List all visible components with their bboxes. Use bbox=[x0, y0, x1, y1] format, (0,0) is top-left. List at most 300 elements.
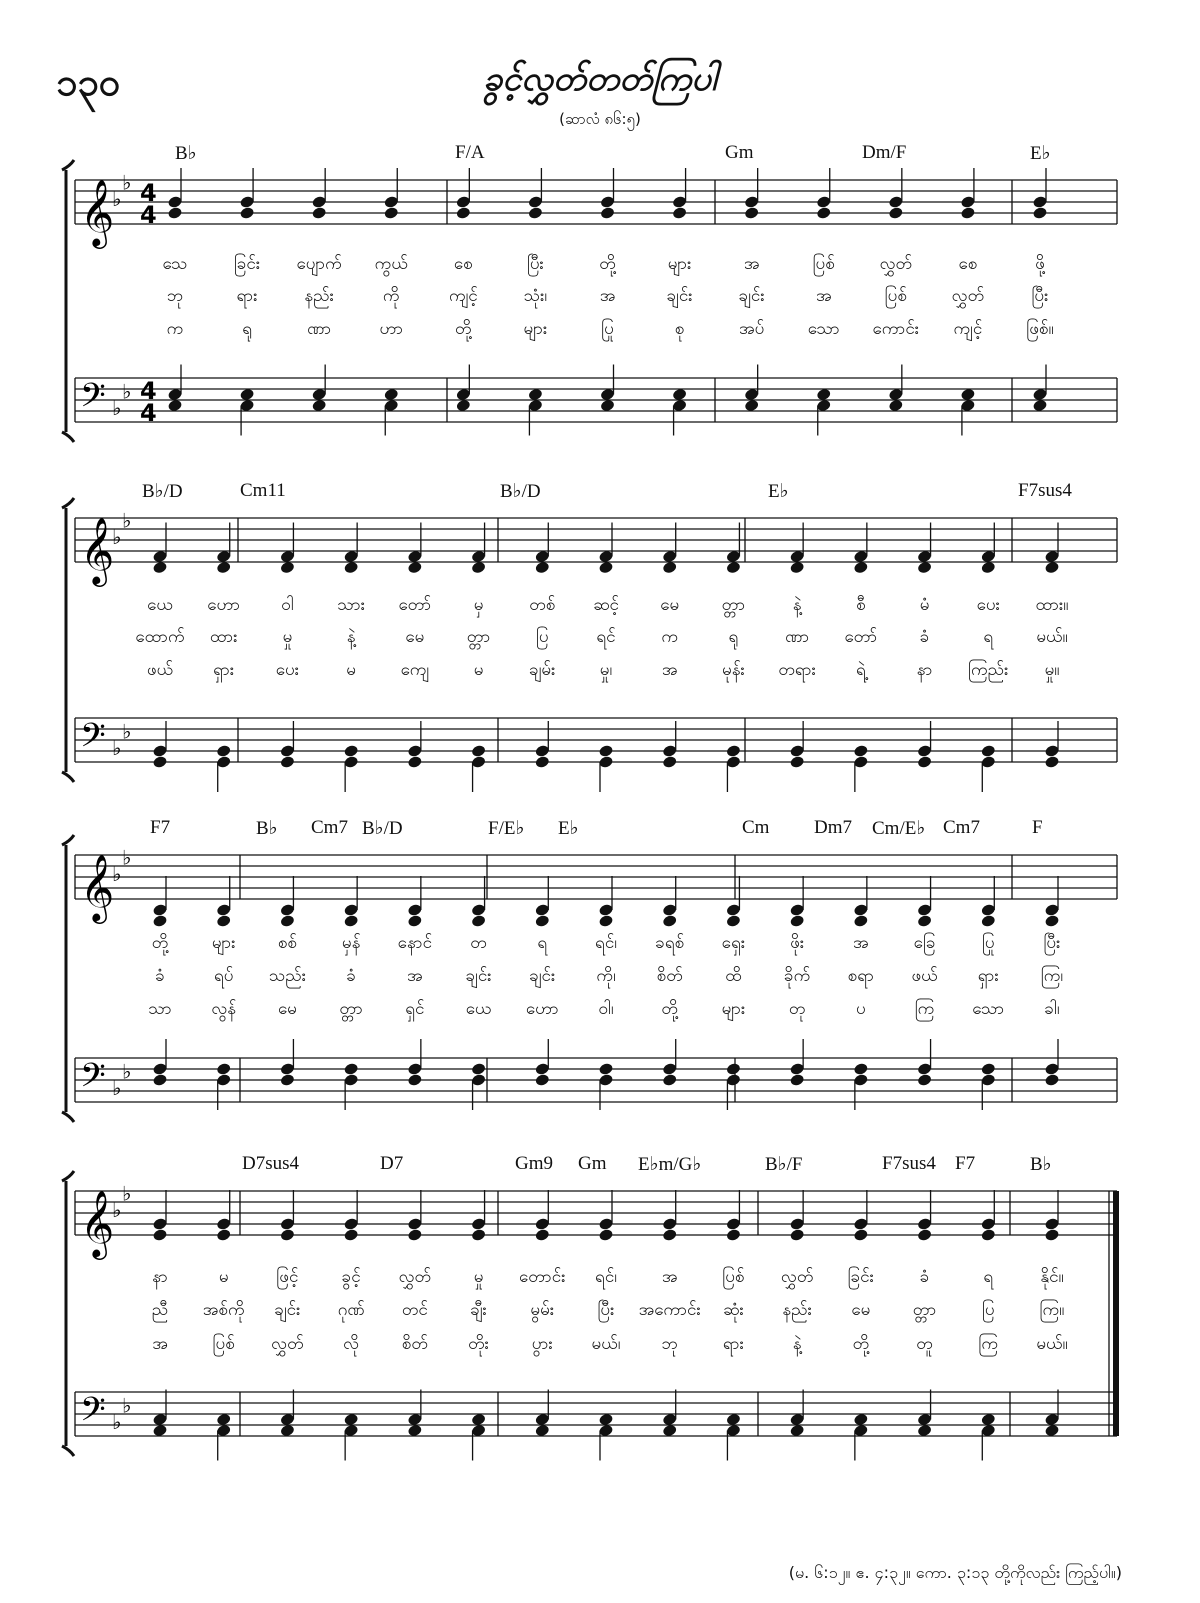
note-head bbox=[534, 1424, 550, 1438]
bass-clef-icon: 𝄢 bbox=[80, 717, 106, 763]
note-head bbox=[152, 561, 168, 575]
lyric-verse-2: ပြီး bbox=[1031, 286, 1049, 306]
note-head bbox=[917, 755, 933, 769]
scripture-reference: (ဆာလံ ၈၆:၅) bbox=[559, 110, 641, 128]
chord-symbol: B♭ bbox=[1030, 1154, 1052, 1175]
lyric-verse-3: အ bbox=[661, 660, 678, 680]
chord-symbol: E♭ bbox=[1030, 143, 1051, 164]
note-head bbox=[216, 561, 232, 575]
note-head bbox=[789, 914, 805, 928]
lyric-verse-1: နာ bbox=[152, 1267, 168, 1287]
note-head bbox=[456, 206, 472, 220]
note-head bbox=[960, 206, 976, 220]
lyric-verse-1: ထား။ bbox=[1035, 595, 1069, 615]
lyric-verse-3: များ bbox=[523, 319, 548, 339]
lyric-verse-3: လို bbox=[343, 1334, 360, 1354]
lyric-verse-1: ပြစ် bbox=[722, 1267, 745, 1287]
note-head bbox=[598, 1062, 614, 1076]
lyric-verse-3: တို့ bbox=[455, 319, 472, 339]
lyric-verse-1: ရှေး bbox=[721, 933, 746, 953]
system-bracket bbox=[62, 835, 74, 1122]
note-head bbox=[343, 914, 359, 928]
note-head bbox=[980, 1228, 996, 1242]
lyric-verse-3: တရား bbox=[778, 660, 816, 680]
lyric-verse-3: ခါ၊ bbox=[1044, 999, 1060, 1019]
bass-clef-icon: 𝄢 bbox=[80, 377, 106, 423]
lyric-verse-2: ရပ် bbox=[213, 966, 234, 986]
lyric-verse-2: ပြစ် bbox=[884, 286, 907, 306]
flat-icon: ♭ bbox=[122, 845, 132, 870]
lyric-verse-2: သုံး၊ bbox=[523, 286, 548, 306]
lyric-verse-1: ပြီး bbox=[1043, 933, 1061, 953]
lyric-verse-2: အ bbox=[407, 966, 423, 986]
chord-symbol: F7 bbox=[955, 1153, 976, 1174]
note-head bbox=[980, 744, 996, 758]
note-head bbox=[407, 1073, 423, 1087]
note-head bbox=[152, 914, 168, 928]
lyric-verse-1: ခရစ် bbox=[655, 933, 685, 953]
lyric-verse-2: နည်း bbox=[782, 1300, 812, 1320]
note-head bbox=[280, 561, 296, 575]
lyric-verse-1: လွှတ် bbox=[398, 1267, 432, 1287]
note-head bbox=[960, 388, 976, 402]
lyric-verse-1: ခြေ bbox=[913, 933, 936, 953]
note-head bbox=[662, 1073, 678, 1087]
lyric-verse-2: ခိုက် bbox=[784, 966, 811, 986]
note-head bbox=[216, 1062, 232, 1076]
lyric-verse-1: တို့ bbox=[599, 254, 616, 274]
lyric-verse-2: ခံ bbox=[346, 966, 356, 986]
note-head bbox=[167, 206, 183, 220]
lyric-verse-1: ယေ bbox=[147, 595, 173, 615]
lyric-verse-3: ပွား bbox=[531, 1334, 553, 1354]
lyric-verse-2: ရု bbox=[728, 627, 739, 647]
flat-icon: ♭ bbox=[122, 1393, 132, 1418]
lyric-verse-1: ဝါ bbox=[281, 595, 294, 615]
lyric-verse-3: သော bbox=[972, 999, 1005, 1019]
note-head bbox=[528, 206, 544, 220]
lyric-verse-2: ခံ bbox=[155, 966, 165, 986]
lyric-verse-2: ဂုဏ် bbox=[337, 1300, 365, 1320]
lyric-verse-2: ကို bbox=[382, 286, 400, 306]
note-head bbox=[456, 399, 472, 413]
lyric-verse-2: ချင်း bbox=[529, 966, 556, 986]
lyric-verse-1: အ bbox=[661, 1267, 678, 1287]
time-signature-bottom: 4 bbox=[140, 201, 157, 229]
note-head bbox=[407, 914, 423, 928]
chord-symbol: Cm7 bbox=[943, 817, 980, 838]
lyric-verse-3: တု bbox=[788, 999, 806, 1019]
note-head bbox=[528, 388, 544, 402]
note-head bbox=[662, 561, 678, 575]
lyric-verse-3: စိတ် bbox=[401, 1334, 428, 1354]
note-head bbox=[1044, 914, 1060, 928]
chord-symbol: B♭ bbox=[256, 818, 278, 839]
lyric-verse-2: ထောက် bbox=[135, 627, 185, 647]
lyric-verse-2: ပြ bbox=[982, 1300, 995, 1320]
chord-symbol: Dm7 bbox=[814, 817, 852, 838]
note-head bbox=[534, 755, 550, 769]
lyric-verse-1: မှ bbox=[473, 595, 484, 615]
lyric-verse-3: ပြစ် bbox=[212, 1334, 235, 1354]
chord-symbol: E♭ bbox=[558, 818, 579, 839]
lyric-verse-1: စေ bbox=[958, 254, 978, 274]
lyric-verse-2: ထိ bbox=[725, 966, 742, 986]
note-head bbox=[1044, 755, 1060, 769]
lyric-verse-1: စစ် bbox=[277, 933, 297, 953]
note-head bbox=[216, 1228, 232, 1242]
lyric-verse-1: တစ် bbox=[529, 595, 556, 615]
lyric-verse-2: တ္တာ bbox=[912, 1300, 937, 1320]
note-head bbox=[407, 1424, 423, 1438]
lyric-verse-3: ပေး bbox=[275, 660, 300, 680]
note-head bbox=[1044, 1228, 1060, 1242]
lyric-verse-3: သာ bbox=[148, 999, 172, 1019]
chord-symbol: B♭/D bbox=[500, 481, 541, 502]
chord-symbol: Cm7 bbox=[311, 817, 348, 838]
note-head bbox=[216, 1413, 232, 1427]
note-head bbox=[471, 744, 487, 758]
note-head bbox=[662, 1228, 678, 1242]
flat-icon: ♭ bbox=[112, 1198, 122, 1222]
note-head bbox=[471, 1228, 487, 1242]
lyric-verse-2: ချင်း bbox=[738, 286, 765, 306]
lyric-verse-1: ရင်၊ bbox=[595, 933, 617, 953]
lyric-verse-3: တူ bbox=[916, 1334, 933, 1354]
lyric-verse-3: ဟာ bbox=[379, 319, 404, 339]
lyric-verse-1: ခံ bbox=[919, 1267, 930, 1287]
note-head bbox=[280, 1228, 296, 1242]
note-head bbox=[1044, 1424, 1060, 1438]
lyric-verse-3: ဟော bbox=[525, 999, 559, 1019]
flat-icon: ♭ bbox=[112, 187, 122, 211]
lyric-verse-2: ညီ bbox=[151, 1300, 169, 1320]
note-head bbox=[917, 1073, 933, 1087]
time-signature-bottom: 4 bbox=[140, 399, 157, 427]
chord-symbol: F/A bbox=[455, 142, 485, 163]
lyric-verse-1: ကွယ် bbox=[374, 254, 408, 274]
lyric-verse-1: များ bbox=[211, 933, 236, 953]
note-head bbox=[534, 914, 550, 928]
hymn-number: ၁၃၀ bbox=[56, 60, 121, 104]
chord-symbol: Gm bbox=[725, 142, 754, 163]
lyric-verse-2: မွမ်း bbox=[530, 1300, 555, 1320]
note-head bbox=[311, 206, 327, 220]
note-head bbox=[726, 914, 742, 928]
note-head bbox=[1044, 561, 1060, 575]
lyric-verse-1: ခြင်း bbox=[847, 1267, 874, 1287]
system-bracket bbox=[62, 1171, 74, 1456]
lyric-verse-2: မေ bbox=[851, 1300, 871, 1320]
lyric-verse-3: မှု၊ bbox=[599, 660, 613, 680]
lyric-verse-3: မုန်း bbox=[722, 660, 745, 680]
note-head bbox=[726, 561, 742, 575]
treble-staff bbox=[75, 180, 1117, 224]
lyric-verse-3: ကြ bbox=[978, 1334, 999, 1354]
lyric-verse-1: ရင်၊ bbox=[595, 1267, 617, 1287]
chord-symbol: D7sus4 bbox=[242, 1153, 300, 1174]
chord-symbol: Dm/F bbox=[862, 142, 907, 163]
flat-icon: ♭ bbox=[112, 736, 122, 760]
chord-symbol: F7sus4 bbox=[1018, 480, 1072, 501]
treble-clef-icon: 𝄞 bbox=[80, 1189, 115, 1257]
note-head bbox=[789, 755, 805, 769]
chord-symbol: D7 bbox=[380, 1153, 404, 1174]
bass-staff bbox=[75, 1392, 1117, 1436]
lyric-verse-1: တ bbox=[470, 933, 487, 953]
flat-icon: ♭ bbox=[112, 396, 122, 420]
note-head bbox=[598, 914, 614, 928]
flat-icon: ♭ bbox=[122, 379, 132, 404]
lyric-verse-1: ပျောက် bbox=[296, 254, 342, 274]
note-head bbox=[534, 1073, 550, 1087]
lyric-verse-2: ချင်း bbox=[465, 966, 492, 986]
lyric-verse-1: တောင်း bbox=[519, 1267, 566, 1287]
lyric-verse-1: ဟော bbox=[207, 595, 241, 615]
lyric-verse-2: ပြ bbox=[536, 627, 549, 647]
system-bracket bbox=[62, 498, 74, 782]
lyric-verse-3: ရု bbox=[242, 319, 252, 339]
chord-symbol: F/E♭ bbox=[488, 818, 525, 839]
note-head bbox=[662, 1424, 678, 1438]
lyric-verse-1: တ္တာ bbox=[721, 595, 746, 615]
note-head bbox=[672, 388, 688, 402]
lyric-verse-1: သေ bbox=[162, 254, 188, 274]
note-head bbox=[816, 206, 832, 220]
lyric-verse-3: ဝါ၊ bbox=[598, 999, 614, 1019]
lyric-verse-3: လွှတ် bbox=[271, 1334, 304, 1354]
lyric-verse-2: မယ်။ bbox=[1036, 627, 1068, 647]
lyric-verse-2: ကြ။ bbox=[1039, 1300, 1065, 1320]
note-head bbox=[152, 755, 168, 769]
note-head bbox=[888, 399, 904, 413]
lyric-verse-2: ချီး bbox=[470, 1300, 487, 1320]
lyric-verse-3: ရဲ့ bbox=[855, 660, 866, 680]
lyric-verse-2: ရ bbox=[983, 627, 994, 647]
note-head bbox=[471, 914, 487, 928]
chord-symbol: E♭m/G♭ bbox=[638, 1154, 702, 1175]
note-head bbox=[726, 1228, 742, 1242]
note-head bbox=[816, 388, 832, 402]
treble-staff bbox=[75, 518, 1117, 562]
lyric-verse-1: မှန် bbox=[341, 933, 361, 953]
lyric-verse-1: ပြစ် bbox=[812, 254, 835, 274]
note-head bbox=[853, 744, 869, 758]
lyric-verse-3: သော bbox=[807, 319, 840, 339]
lyric-verse-1: မှု bbox=[473, 1267, 484, 1287]
lyric-verse-2: ဘု bbox=[166, 286, 184, 306]
lyric-verse-1: ပြု bbox=[982, 933, 995, 953]
lyric-verse-2: တင် bbox=[401, 1300, 428, 1320]
note-head bbox=[471, 1062, 487, 1076]
lyric-verse-3: စု bbox=[674, 319, 685, 339]
lyric-verse-3: ကြ bbox=[914, 999, 935, 1019]
note-head bbox=[280, 1073, 296, 1087]
lyric-verse-3: ဏာ bbox=[307, 319, 332, 339]
note-head bbox=[853, 1228, 869, 1242]
note-head bbox=[471, 1413, 487, 1427]
chord-symbol: Cm bbox=[742, 817, 770, 838]
lyric-verse-2: နည်း bbox=[304, 286, 334, 306]
note-head bbox=[343, 561, 359, 575]
note-head bbox=[383, 206, 399, 220]
lyric-verse-1: ဖို့ bbox=[1035, 254, 1045, 274]
lyric-verse-2: နဲ့ bbox=[346, 627, 356, 647]
time-signature-top: 4 bbox=[140, 179, 157, 207]
lyric-verse-3: က bbox=[166, 319, 184, 339]
note-head bbox=[600, 399, 616, 413]
lyric-verse-2: မှု bbox=[282, 627, 293, 647]
system-bracket bbox=[62, 160, 74, 442]
lyric-verse-1: သား bbox=[337, 595, 366, 615]
note-head bbox=[280, 914, 296, 928]
lyric-verse-1: အ bbox=[853, 933, 869, 953]
lyric-verse-3: မ bbox=[346, 660, 356, 680]
lyric-verse-2: ချင်း bbox=[666, 286, 693, 306]
lyric-verse-3: တို့ bbox=[852, 1334, 870, 1354]
lyric-verse-3: တိုး bbox=[468, 1334, 489, 1354]
lyric-verse-2: စရာ bbox=[847, 966, 875, 986]
note-head bbox=[598, 1228, 614, 1242]
chord-symbol: B♭/D bbox=[142, 481, 183, 502]
note-head bbox=[726, 1062, 742, 1076]
lyric-verse-3: မ bbox=[473, 660, 484, 680]
lyric-verse-2: ချင်း bbox=[274, 1300, 301, 1320]
note-head bbox=[662, 755, 678, 769]
treble-clef-icon: 𝄞 bbox=[80, 853, 115, 921]
lyric-verse-3: အပ် bbox=[739, 319, 765, 339]
lyric-verse-2: က bbox=[661, 627, 679, 647]
lyric-verse-1: ဖိုး bbox=[790, 933, 805, 953]
lyric-verse-3: အ bbox=[152, 1334, 168, 1354]
chord-symbol: B♭/D bbox=[362, 818, 403, 839]
note-head bbox=[534, 1228, 550, 1242]
bass-staff bbox=[75, 718, 1117, 762]
note-head bbox=[853, 914, 869, 928]
note-head bbox=[917, 561, 933, 575]
lyric-verse-2: မေ bbox=[405, 627, 425, 647]
flat-icon: ♭ bbox=[122, 170, 132, 195]
lyric-verse-2: ပြီး bbox=[597, 1300, 615, 1320]
note-head bbox=[789, 1228, 805, 1242]
lyric-verse-3: ဖြစ်။ bbox=[1026, 319, 1054, 339]
note-head bbox=[1032, 399, 1048, 413]
note-head bbox=[1044, 1073, 1060, 1087]
lyric-verse-3: ကျေ bbox=[400, 660, 430, 680]
lyric-verse-3: မယ်။ bbox=[1036, 1334, 1068, 1354]
lyric-verse-3: ရှား bbox=[213, 660, 235, 680]
bass-staff bbox=[75, 1058, 1117, 1102]
note-head bbox=[917, 1228, 933, 1242]
footnote-references: (မ. ၆:၁၂။ ဧ. ၄:၃၂။ ကော. ၃:၁၃ တို့ကိုလည်း ကြည့်ပါ။) bbox=[788, 1563, 1122, 1582]
lyric-verse-3: မယ်၊ bbox=[591, 1334, 621, 1354]
lyric-verse-2: ဆုံး bbox=[723, 1300, 744, 1320]
chord-symbol: F bbox=[1032, 817, 1043, 838]
lyric-verse-1: မေ bbox=[660, 595, 680, 615]
bass-staff bbox=[75, 378, 1117, 422]
lyric-verse-1: ပေး bbox=[976, 595, 1000, 615]
note-head bbox=[534, 561, 550, 575]
flat-icon: ♭ bbox=[112, 525, 122, 549]
lyric-verse-2: ကို၊ bbox=[596, 966, 616, 986]
note-head bbox=[600, 206, 616, 220]
lyric-verse-1: ပြီး bbox=[526, 254, 544, 274]
note-head bbox=[598, 1413, 614, 1427]
chord-symbol: B♭/F bbox=[765, 1154, 803, 1175]
lyric-verse-1: တော် bbox=[398, 595, 432, 615]
lyric-verse-2: တ္တာ bbox=[466, 627, 491, 647]
note-head bbox=[744, 206, 760, 220]
lyric-verse-3: ကောင်း bbox=[872, 319, 920, 339]
bass-clef-icon: 𝄢 bbox=[80, 1057, 106, 1103]
lyric-verse-2: အစ်ကို bbox=[202, 1300, 245, 1320]
lyric-verse-1: ဖြင့် bbox=[276, 1267, 299, 1287]
lyric-verse-2: ခံ bbox=[919, 627, 930, 647]
note-head bbox=[343, 1062, 359, 1076]
flat-icon: ♭ bbox=[112, 862, 122, 886]
flat-icon: ♭ bbox=[122, 719, 132, 744]
lyric-verse-2: စိတ် bbox=[656, 966, 683, 986]
lyric-verse-2: လွှတ် bbox=[951, 286, 985, 306]
chord-symbol: Gm bbox=[578, 1153, 607, 1174]
note-head bbox=[152, 1424, 168, 1438]
note-head bbox=[789, 1424, 805, 1438]
lyric-verse-2: ရား bbox=[236, 286, 258, 306]
lyric-verse-3: ကြည်း bbox=[968, 660, 1009, 680]
flat-icon: ♭ bbox=[112, 1076, 122, 1100]
note-head bbox=[216, 744, 232, 758]
lyric-verse-3: မေ bbox=[277, 999, 297, 1019]
note-head bbox=[853, 1062, 869, 1076]
lyric-verse-1: နဲ့ bbox=[792, 595, 802, 615]
note-head bbox=[280, 755, 296, 769]
lyric-verse-2: အ bbox=[815, 286, 832, 306]
lyric-verse-3: ဘု bbox=[661, 1334, 678, 1354]
note-head bbox=[744, 399, 760, 413]
note-head bbox=[726, 744, 742, 758]
lyric-verse-1: မ bbox=[218, 1267, 229, 1287]
lyric-verse-2: ထား bbox=[209, 627, 238, 647]
note-head bbox=[1032, 206, 1048, 220]
chord-symbol: F7 bbox=[150, 817, 171, 838]
lyric-verse-3: နာ bbox=[916, 660, 933, 680]
note-head bbox=[407, 561, 423, 575]
note-head bbox=[672, 206, 688, 220]
note-head bbox=[598, 744, 614, 758]
chord-symbol: E♭ bbox=[768, 481, 789, 502]
lyric-verse-3: ပြု bbox=[601, 319, 614, 339]
note-head bbox=[853, 1413, 869, 1427]
note-head bbox=[789, 1073, 805, 1087]
lyric-verse-1: စီ bbox=[856, 595, 866, 615]
lyric-verse-3: ချမ်း bbox=[529, 660, 556, 680]
flat-icon: ♭ bbox=[122, 508, 132, 533]
note-head bbox=[343, 1413, 359, 1427]
lyric-verse-1: ရ bbox=[983, 1267, 994, 1287]
note-head bbox=[280, 1424, 296, 1438]
note-head bbox=[598, 561, 614, 575]
lyric-verse-1: လွှတ် bbox=[879, 254, 913, 274]
lyric-verse-2: ဖယ် bbox=[911, 966, 938, 986]
lyric-verse-2: ကျင့် bbox=[448, 286, 478, 306]
note-head bbox=[980, 914, 996, 928]
note-head bbox=[239, 388, 255, 402]
lyric-verse-2: ရှား bbox=[977, 966, 999, 986]
note-head bbox=[726, 1413, 742, 1427]
treble-clef-icon: 𝄞 bbox=[80, 178, 115, 246]
lyric-verse-2: တော် bbox=[844, 627, 878, 647]
treble-staff bbox=[75, 855, 1117, 899]
